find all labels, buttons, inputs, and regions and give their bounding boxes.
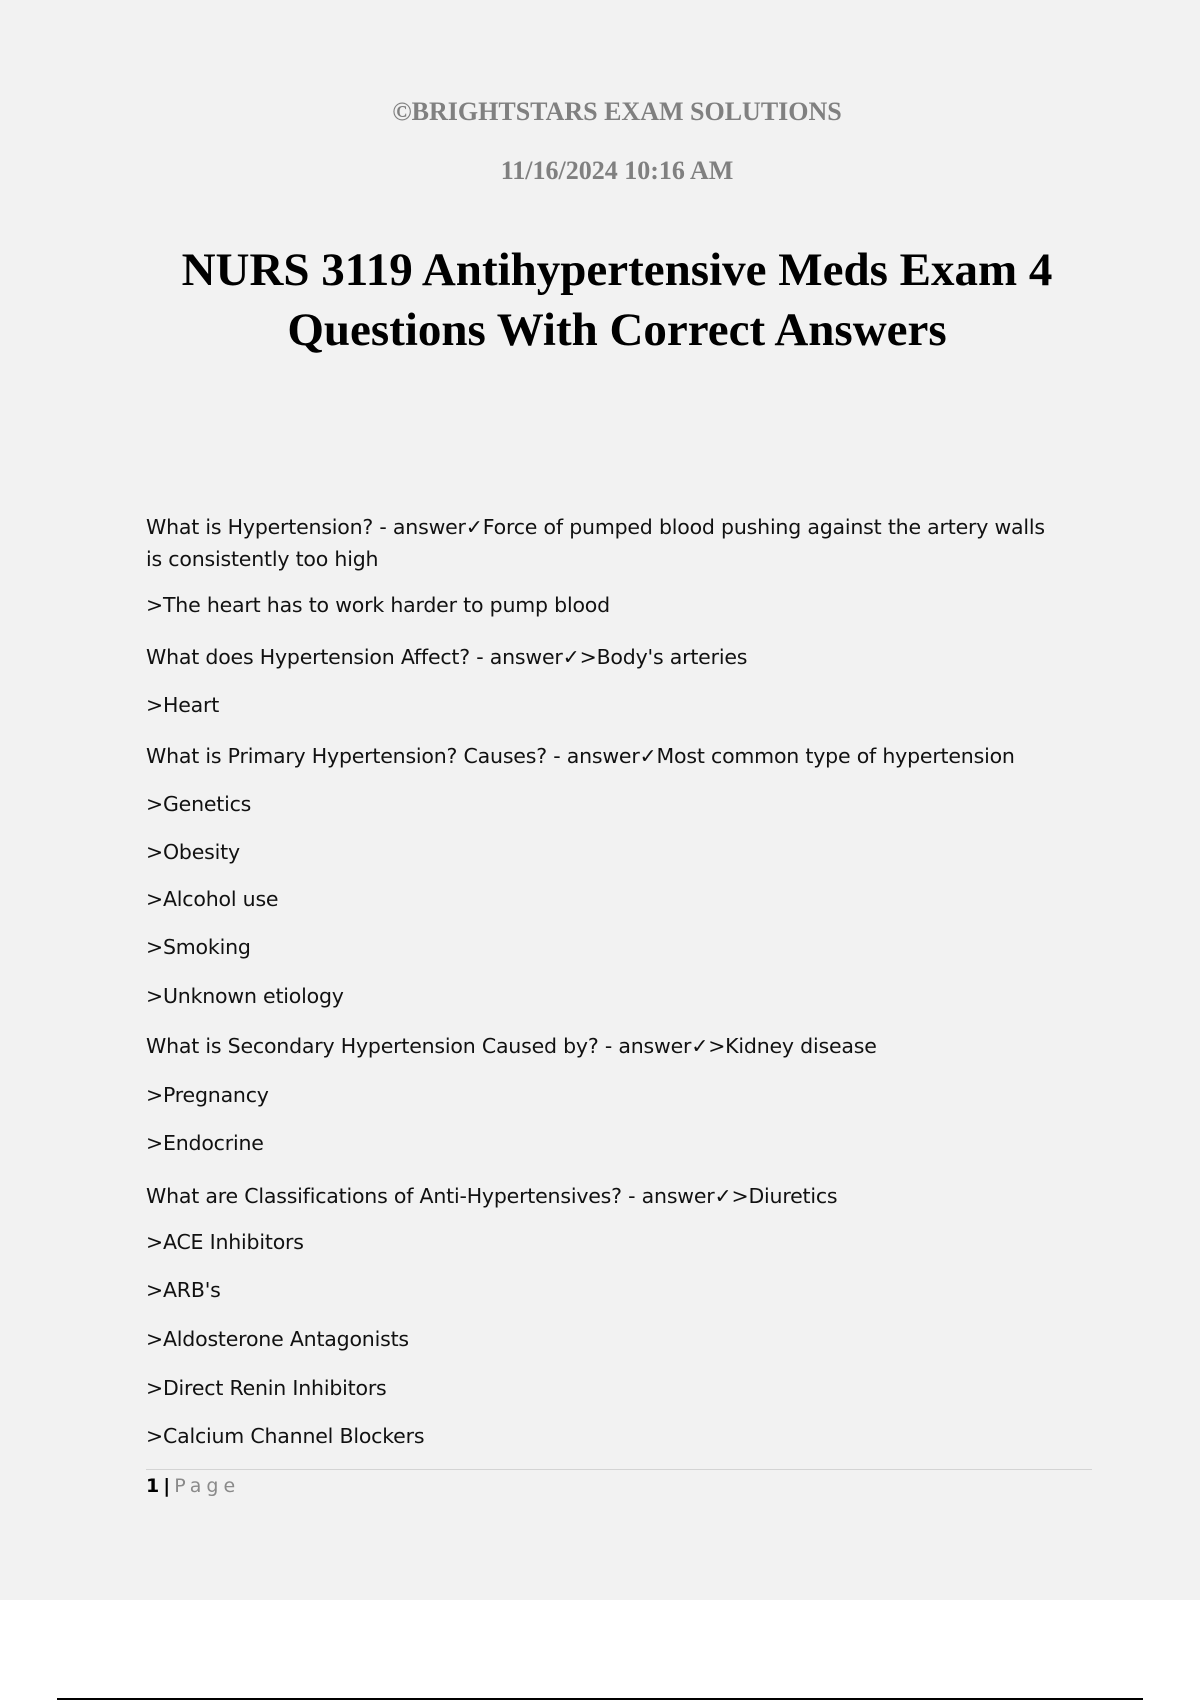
- footer-divider: [146, 1469, 1092, 1470]
- page-separator: |: [163, 1475, 171, 1497]
- header-organization: ©BRIGHTSTARS EXAM SOLUTIONS: [392, 97, 842, 126]
- answer-line: >Heart: [146, 693, 220, 717]
- answer-line: >Pregnancy: [146, 1083, 269, 1107]
- answer-line: >Unknown etiology: [146, 984, 344, 1008]
- answer-line: >The heart has to work harder to pump blood: [146, 593, 610, 617]
- answer-line: >Genetics: [146, 792, 252, 816]
- document-title-line-1: NURS 3119 Antihypertensive Meds Exam 4: [181, 244, 1053, 296]
- answer-line: >ACE Inhibitors: [146, 1230, 304, 1254]
- page-number-footer: [146, 1471, 240, 1501]
- answer-line: >Obesity: [146, 840, 240, 864]
- question-primary-hypertension: What is Primary Hypertension? Causes? - answer✓Most common type of hypertension: [146, 744, 1015, 768]
- answer-line: >Direct Renin Inhibitors: [146, 1376, 387, 1400]
- header-date: 11/16/2024 10:16 AM: [500, 156, 734, 185]
- answer-line: >Calcium Channel Blockers: [146, 1424, 425, 1448]
- answer-line: >Alcohol use: [146, 887, 279, 911]
- answer-line: >Smoking: [146, 935, 251, 959]
- page-word: Page: [174, 1475, 241, 1497]
- question-hypertension: What is Hypertension? - answer✓Force of pumped blood pushing against the artery walls is consistently too high: [146, 515, 1045, 571]
- document-title-line-2: Questions With Correct Answers: [287, 304, 947, 356]
- answer-line: >ARB's: [146, 1278, 221, 1302]
- question-antihypertensive-classes: What are Classifications of Anti-Hypertensives? - answer✓>Diuretics: [146, 1184, 838, 1208]
- document-title: [0, 240, 1200, 360]
- question-hypertension-affect: What does Hypertension Affect? - answer✓>Body's arteries: [146, 645, 748, 669]
- page-number: 1: [146, 1475, 160, 1497]
- answer-line: >Aldosterone Antagonists: [146, 1327, 409, 1351]
- answer-line: >Endocrine: [146, 1131, 264, 1155]
- question-secondary-hypertension: What is Secondary Hypertension Caused by? - answer✓>Kidney disease: [146, 1034, 877, 1058]
